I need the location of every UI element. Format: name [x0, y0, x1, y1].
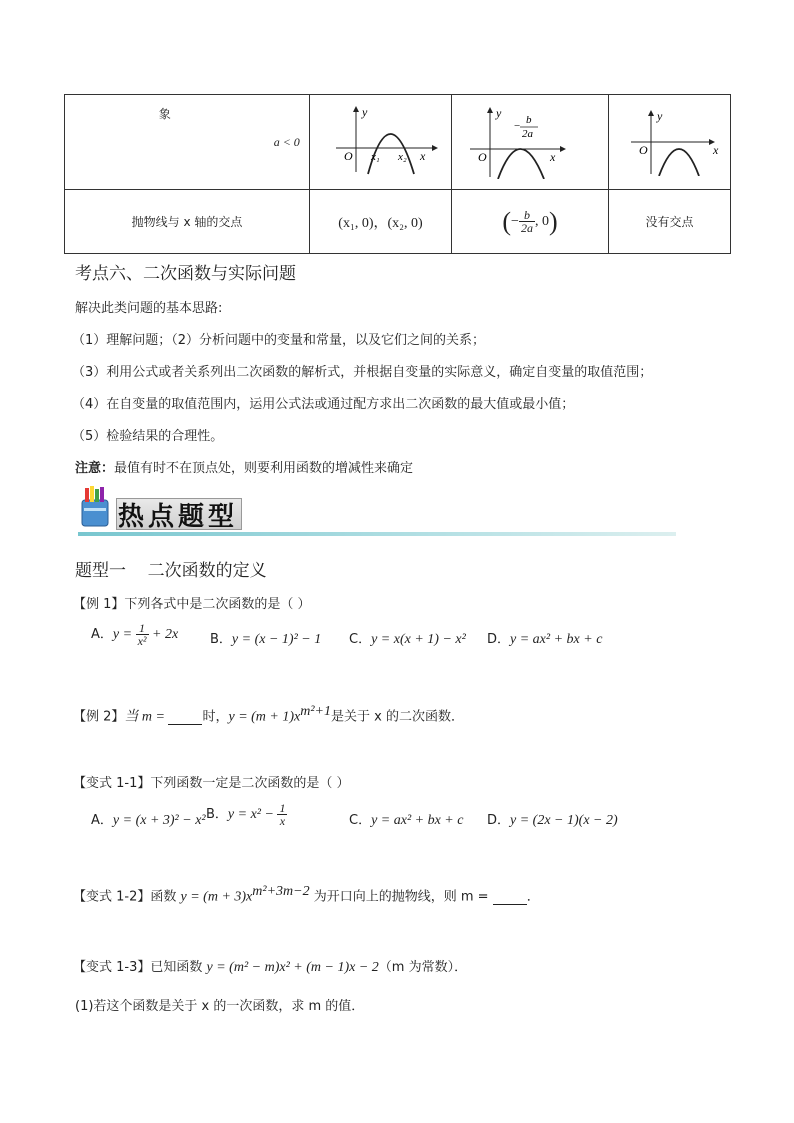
ex1-a-label: A． — [91, 627, 113, 642]
ex1-a-num: 1 — [136, 622, 149, 635]
graph2-y-label: y — [496, 105, 502, 120]
graph2-x-label: x — [550, 149, 556, 164]
ex2-post: 是关于 x 的二次函数． — [331, 709, 464, 725]
graph1-y-label: y — [361, 105, 367, 119]
var11-c-label: C． — [349, 813, 372, 828]
var13-pre: 已知函数 — [150, 960, 207, 975]
graph1-cell — [310, 95, 452, 190]
intersect-vertex-num: b — [519, 209, 535, 222]
ex1-a-pre: y = — [112, 627, 136, 642]
var13-expr: y = (m² − m)x² + (m − 1)x − 2 — [206, 960, 379, 975]
graph1-x-label: x — [419, 148, 425, 163]
var11-stem: 下列函数一定是二次函数的是（ ） — [150, 776, 350, 791]
ex1-d-expr: y = ax² + bx + c — [510, 632, 603, 647]
banner-title: 热点题型 — [118, 502, 239, 532]
var11-b-label: B． — [206, 807, 228, 822]
intersect-vertex-tail: , 0 — [534, 213, 549, 229]
var11-c-expr: y = ax² + bx + c — [371, 813, 464, 828]
section-step-1: （1）理解问题；（2）分析问题中的变量和常量，以及它们之间的关系； — [72, 333, 486, 348]
pencil-cup-icon — [78, 486, 114, 528]
var11-option-b — [206, 802, 287, 827]
row-label-cell — [65, 95, 265, 190]
ex1-b-expr: y = (x − 1)² − 1 — [231, 632, 322, 647]
ex1-stem: 下列各式中是二次函数的是（ ） — [124, 597, 311, 612]
var11-option-c — [349, 809, 463, 829]
note-text: 最值有时不在顶点处，则要利用函数的增减性来确定 — [114, 461, 414, 476]
ex1-option-d — [487, 628, 602, 648]
ex2-exp: m²+1 — [300, 704, 332, 719]
intersect-two-roots-value: (x₁, 0)，(x₂, 0) — [338, 215, 423, 231]
graph1-x2-label: x₂ — [397, 150, 407, 163]
graph2-vertex-den: 2a — [522, 127, 533, 140]
intersect-vertex-den: 2a — [520, 221, 533, 235]
ex1-c-expr: y = x(x + 1) − x² — [371, 632, 466, 647]
var12-question — [73, 884, 540, 905]
intersect-two-roots — [310, 190, 452, 254]
intersect-none — [609, 190, 731, 254]
graph1-o-label: O — [343, 148, 353, 163]
var12-label: 【变式 1-2】 — [73, 889, 151, 905]
ex2-label: 【例 2】 — [73, 709, 125, 725]
ex1-option-b — [210, 628, 321, 648]
var11-b-den: x — [279, 814, 286, 828]
var11-question — [73, 772, 350, 791]
ex1-option-c — [349, 628, 466, 648]
section-step-3: （4）在自变量的取值范围内，运用公式法或通过配方求出二次函数的最大值或最小值； — [72, 397, 575, 412]
var11-d-label: D． — [487, 813, 511, 828]
intersect-label: 抛物线与 x 轴的交点 — [131, 215, 243, 229]
graph-two-roots — [316, 106, 446, 176]
var12-mid: 为开口向上的抛物线，则 m = — [309, 889, 493, 905]
ex2-pre: 当 m = — [124, 709, 169, 725]
condition-a-lt-0: a < 0 — [273, 134, 300, 149]
section-title: 考点六、二次函数与实际问题 — [75, 264, 296, 284]
graph2-cell — [452, 95, 609, 190]
var11-option-d — [487, 809, 618, 829]
ex2-mid: 时， — [202, 709, 229, 725]
condition-cell — [265, 95, 310, 190]
type1-title: 题型一 二次函数的定义 — [75, 561, 267, 581]
graph2-vertex-num: b — [526, 113, 532, 126]
note-label: 注意： — [75, 461, 115, 476]
ex1-question — [73, 593, 311, 612]
var11-b-pre: y = x² − — [227, 807, 278, 822]
graph1-x1-label: x₁ — [370, 150, 380, 163]
var11-d-expr: y = (2x − 1)(x − 2) — [510, 813, 618, 828]
ex1-b-label: B． — [210, 632, 232, 647]
ex1-label: 【例 1】 — [73, 597, 125, 612]
banner-underline — [78, 532, 676, 536]
ex1-a-post: + 2x — [148, 627, 179, 642]
graph3-x-label: x — [712, 142, 718, 157]
section-intro: 解决此类问题的基本思路: — [75, 301, 223, 316]
var12-exp: m²+3m−2 — [252, 884, 310, 899]
var11-b-num: 1 — [279, 801, 286, 815]
section-note — [75, 457, 413, 476]
graph2-o-label: O — [478, 149, 487, 164]
graph3-cell — [609, 95, 731, 190]
var12-blank — [493, 892, 527, 905]
ex1-option-a — [91, 622, 178, 647]
graph3-y-label: y — [656, 108, 662, 123]
graph3-o-label: O — [638, 142, 648, 157]
intersect-label-cell — [65, 190, 310, 254]
var12-expr: y = (m + 3)x — [180, 889, 253, 905]
var13-question — [73, 956, 467, 976]
parabola-table — [64, 94, 731, 254]
ex1-c-label: C． — [349, 632, 372, 647]
ex2-blank — [168, 712, 202, 725]
var11-a-expr: y = (x + 3)² − x² — [112, 813, 206, 828]
ex1-a-den: x² — [137, 634, 147, 648]
var11-option-a — [91, 809, 206, 829]
ex2-expr: y = (m + 1)x — [228, 709, 301, 725]
section-step-2: （3）利用公式或者关系列出二次函数的解析式，并根据自变量的实际意义，确定自变量的取值范围； — [72, 365, 653, 380]
var12-post: ． — [526, 889, 540, 905]
var11-a-label: A． — [91, 813, 113, 828]
row-label: 象 — [158, 107, 171, 121]
graph-one-root — [460, 103, 600, 179]
intersect-one-root: (− $\frac{b}{2a}$ , 0) — [452, 190, 609, 254]
var13-q1: (1)若这个函数是关于 x 的一次函数，求 m 的值． — [75, 999, 365, 1014]
var12-pre: 函数 — [150, 889, 181, 905]
ex1-d-label: D． — [487, 632, 511, 647]
ex2-question — [73, 704, 464, 725]
graph-no-root — [615, 106, 725, 176]
var13-label: 【变式 1-3】 — [73, 960, 151, 975]
var13-post: （m 为常数）． — [378, 960, 468, 975]
section-step-4: （5）检验结果的合理性。 — [72, 429, 224, 444]
intersect-none-text: 没有交点 — [645, 215, 694, 229]
graph2-vertex-sign: − — [514, 119, 521, 132]
var11-label: 【变式 1-1】 — [73, 776, 151, 791]
